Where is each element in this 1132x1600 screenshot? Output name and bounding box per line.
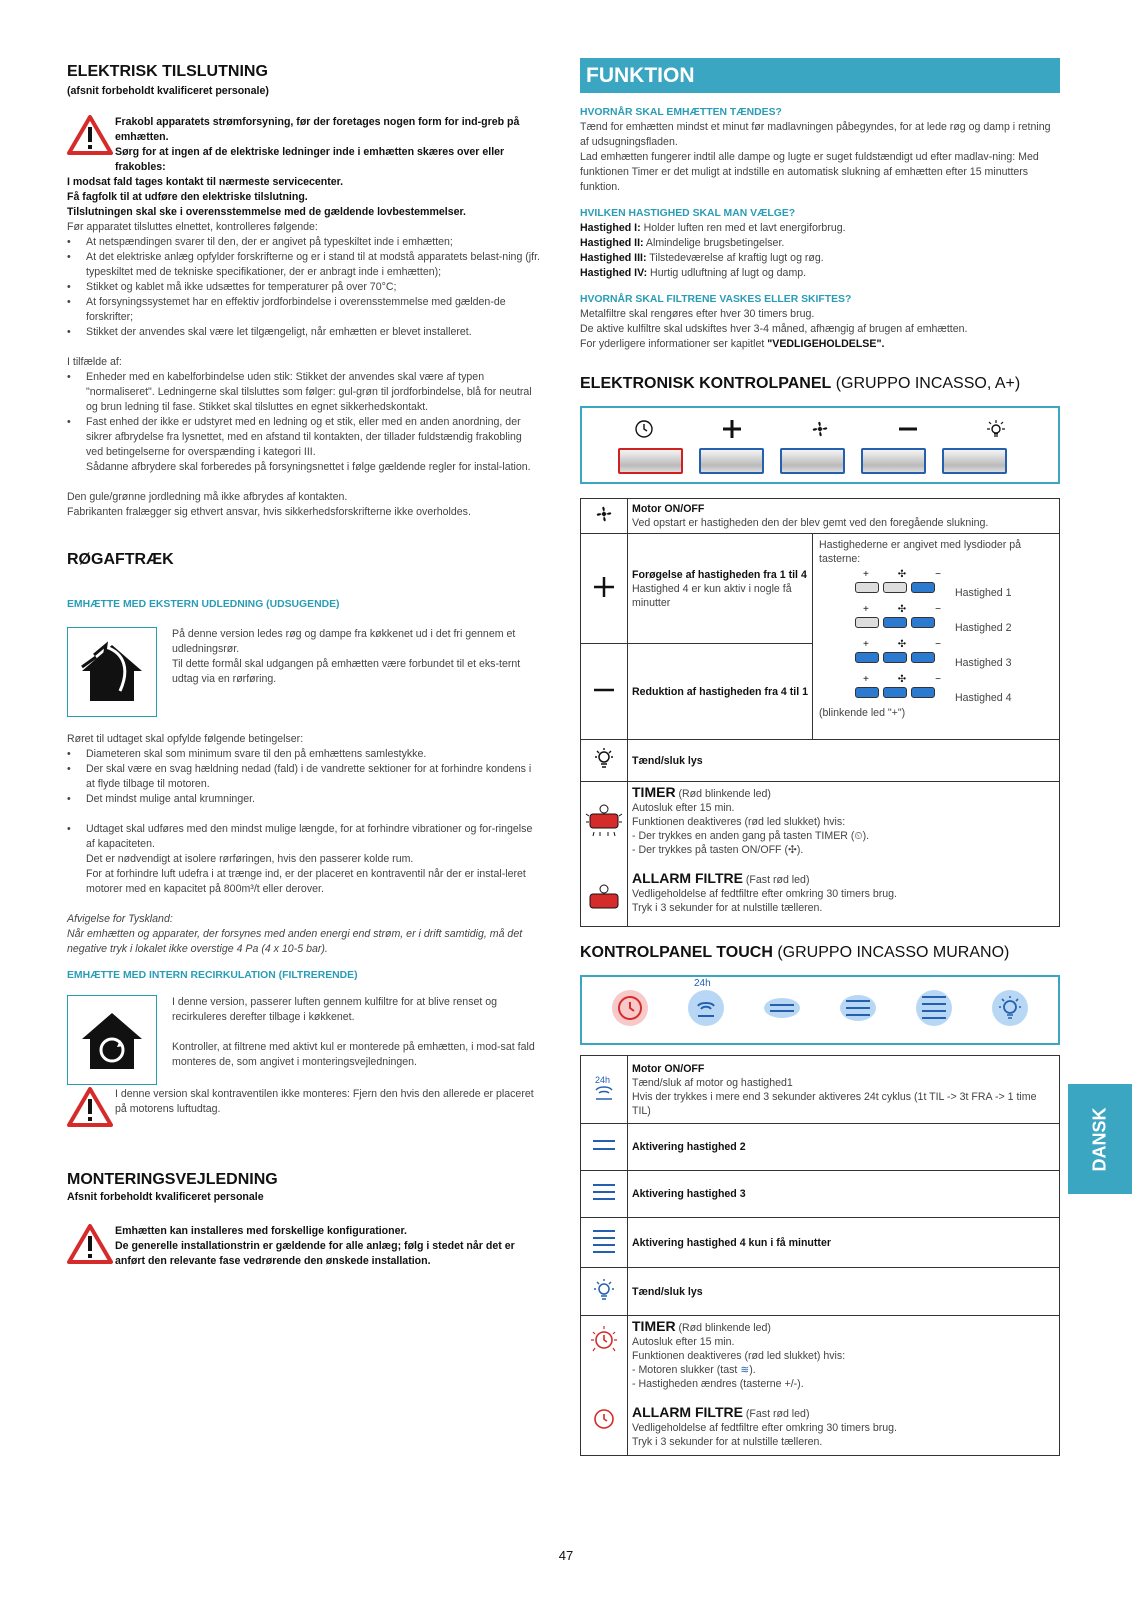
t2-alarm-l1: Vedligeholdelse af fedtfiltre efter omkring 30 timers brug. [632, 1422, 897, 1434]
list-item: • At det elektriske anlæg opfylder forskrifterne og er i stand til at modstå apparatets belast-ning (jfr. typeskiltet med de tekniske specifikationer, der er anbragt inde i emhætten); [67, 250, 541, 280]
t1-timer-l4: - Der trykkes på tasten ON/OFF ( [632, 844, 788, 856]
elektrisk-title: ELEKTRISK TILSLUTNING [67, 63, 268, 80]
list-item: • At netspændingen svarer til den, der er angivet på typeskiltet inde i emhætten; [67, 235, 541, 250]
table-row [581, 782, 1060, 927]
led-signs-1 [855, 570, 949, 580]
int-p3: I denne version skal kontraventilen ikke monteres: Fjern den hvis den allerede er placeret på motorens luftudtag. [115, 1088, 534, 1115]
t1-alarm-sub: (Fast rød led) [742, 874, 810, 886]
ext-p2: Til dette formål skal udgangen på emhætten være forbundet til et eks-ternt udtag via en rørføring. [172, 658, 521, 685]
a3c [580, 337, 1060, 352]
led-row-3 [855, 652, 939, 667]
left-column [67, 62, 541, 1269]
elektrisk-warning-1: Frakobl apparatets strømforsyning, før der foretages nogen form for ind-greb på emhætten. [115, 116, 520, 143]
t1-alarm-title: ALLARM FILTRE [632, 870, 743, 886]
list-item: • At forsyningssystemet har en effektiv jordforbindelse i overensstemmelse med gælden-de forskrifter; [67, 295, 541, 325]
montering-title: MONTERINGSVEJLEDNING [67, 1171, 278, 1188]
t1-timer-title: TIMER [632, 784, 676, 800]
t2-motor-l2: Hvis der trykkes i mere end 3 sekunder aktiveres 24t cyklus (1t TIL -> 3t FRA -> 1 time TIL) [632, 1090, 1037, 1117]
led-label-h2: Hastighed 2 [955, 622, 1012, 634]
t1-timer-l4b: ). [796, 844, 804, 856]
led-signs-2: + ✣ − [863, 604, 941, 615]
led-label-h3: Hastighed 3 [955, 657, 1012, 669]
speed2-icon [581, 1124, 628, 1171]
int-block [67, 995, 541, 1085]
speed-3-label: Hastighed III: [580, 252, 647, 264]
montering-subtitle: Afsnit forbeholdt kvalificeret personale [67, 1191, 264, 1203]
house-exhaust-icon [67, 627, 157, 717]
t1-led-intro: Hastighederne er angivet med lysdioder på tasterne: [819, 539, 1021, 565]
fan-icon: ✣ [788, 844, 797, 856]
t1-motor-text: Ved opstart er hastigheden den der blev gemt ved den foregående slukning. [632, 517, 989, 529]
elektrisk-bold-2: Få fagfolk til at udføre den elektriske tilslutning. [67, 191, 308, 203]
t1-plus-title: Forøgelse af hastigheden fra 1 til 4 [632, 568, 807, 581]
list-item: • Det mindst mulige antal krumninger. [67, 792, 541, 807]
electronic-panel [580, 406, 1060, 484]
minus-icon [581, 644, 628, 740]
table-row [581, 1124, 1060, 1171]
t2-light: Tænd/sluk lys [632, 1285, 703, 1298]
touch-24h-label: 24h [694, 977, 711, 989]
light-icon [581, 740, 628, 782]
led-row-2 [855, 617, 939, 632]
rog-title: RØGAFTRÆK [67, 551, 174, 568]
motor-24h-icon: ≋ [740, 1364, 750, 1376]
montering-warning-2: De generelle installationstrin er gældende for alle anlæg; følg i stedet når det er anført den relevante fase vedrørende den ønskede installation. [115, 1240, 515, 1267]
elektrisk-subtitle: (afsnit forbeholdt kvalificeret personale) [67, 85, 269, 97]
int-warning [67, 1087, 541, 1132]
alarm-filter-icon [589, 1406, 619, 1432]
ror-intro: Røret til udtaget skal opfylde følgende betingelser: [67, 733, 304, 745]
elektrisk-bold-3: Tilslutningen skal ske i overensstemmelse med de gældende lovbestemmelser. [67, 206, 466, 218]
ext-block [67, 627, 541, 717]
speed4-icon [581, 1218, 628, 1268]
led-legend-cell [813, 534, 1060, 740]
list-item: • Fast enhed der ikke er udstyret med en ledning og et stik, eller med en anden anordning, der sikrer afbrydelse fra lysnettet, med en afstand til kontakten, der tillader fuldstændig frakobling ved betingelserne for overspænding i kategori III. [67, 415, 541, 460]
right-column [580, 58, 1060, 1456]
list-item: • Stikket der anvendes skal være let tilgængeligt, når emhætten er blevet installeret. [67, 325, 541, 340]
timer-icon [633, 418, 655, 445]
list-item: • Udtaget skal udføres med den mindst mulige længde, for at forhindre vibrationer og for-ringelse af kapaciteten. [67, 822, 541, 852]
q2-heading: HVILKEN HASTIGHED SKAL MAN VÆLGE? [580, 208, 796, 219]
plus-button[interactable] [699, 448, 764, 474]
elektrisk-bullets [67, 235, 541, 340]
touch-timer-button[interactable] [610, 988, 650, 1033]
timer-alarm-icons [581, 1316, 628, 1456]
a3a: Metalfiltre skal rengøres efter hver 30 timers brug. [580, 308, 815, 320]
timer-button[interactable] [618, 448, 683, 474]
table-row [581, 1171, 1060, 1218]
speed-4-label: Hastighed IV: [580, 267, 648, 279]
q1-heading: HVORNÅR SKAL EMHÆTTEN TÆNDES? [580, 107, 782, 118]
table-row [581, 1056, 1060, 1124]
led-label-h1: Hastighed 1 [955, 587, 1012, 599]
ext-title: EMHÆTTE MED EKSTERN UDLEDNING (UDSUGENDE) [67, 599, 340, 610]
speed-2-text: Almindelige brugsbetingelser. [643, 237, 785, 249]
minus-button[interactable] [861, 448, 926, 474]
minus-sign: − [935, 569, 941, 580]
touch-speed3-button[interactable] [838, 988, 878, 1033]
t2-motor-l1: Tænd/sluk af motor og hastighed1 [632, 1076, 793, 1089]
speed-1-label: Hastighed I: [580, 222, 641, 234]
elektrisk-warning-2: Sørg for at ingen af de elektriske ledninger inde i emhætten skæres over eller frakobles: [115, 146, 505, 173]
elektrisk-end-1: Den gule/grønne jordledning må ikke afbrydes af kontakten. [67, 491, 348, 503]
page-number: 47 [558, 1548, 574, 1563]
speed-3-text: Tilstedeværelse af kraftig lugt og røg. [646, 252, 824, 264]
t2-motor-title: Motor ON/OFF [632, 1062, 705, 1075]
list-item: • Der skal være en svag hældning nedad (fald) i de vandrette sektioner for at forhindre kondens i at flyde tilbage til motoren. [67, 762, 541, 792]
speed-2-label: Hastighed II: [580, 237, 644, 249]
led-row-4 [855, 687, 939, 702]
list-item: • Enheder med en kabelforbindelse uden stik: Stikket der anvendes skal være af typen "normaliseret". Ledningerne skal tilsluttes som følger: gul-grøn til jordforbindelse, blå for neutral og brun ledning til fase. Stikket skal tilsluttes en egnet sikkerhedskontakt. [67, 370, 541, 415]
panel1-table [580, 498, 1060, 927]
language-tab [1068, 1084, 1132, 1194]
udtag-p1: Det er nødvendigt at isolere rørføringen, hvis den passerer kolde rum. [86, 853, 414, 865]
led-signs-4: + ✣ − [863, 674, 941, 685]
int-title: EMHÆTTE MED INTERN RECIRKULATION (FILTRERENDE) [67, 970, 358, 981]
speed-4-text: Hurtig udluftning af lugt og damp. [647, 267, 807, 279]
timer-icon: ⏲ [854, 830, 863, 842]
timer-alarm-icons [581, 782, 628, 927]
montering-warning-1: Emhætten kan installeres med forskellige konfigurationer. [115, 1225, 407, 1237]
t2-timer-sub: (Rød blinkende led) [675, 1322, 771, 1334]
a1b: Lad emhætten fungerer indtil alle dampe og lugte er suget fuldstændigt ud efter madlav-ning: Med funktionen Timer er det muligt at indstille en automatisk slukning af emhætten efter 15 minutters funktion. [580, 151, 1039, 193]
led-label-h4: Hastighed 4 [955, 692, 1012, 704]
table-row [581, 740, 1060, 782]
light-icon [581, 1268, 628, 1316]
timer-blink-icon [589, 1324, 619, 1354]
led-blink-note: (blinkende led "+") [819, 707, 906, 719]
panel1-title-main: ELEKTRONISK KONTROLPANEL [580, 375, 832, 392]
t1-timer-l3b: ). [862, 830, 870, 842]
warning-icon [67, 1087, 115, 1132]
t2-timer-title: TIMER [632, 1318, 676, 1334]
t1-timer-sub: (Rød blinkende led) [675, 788, 771, 800]
touch-speed4-button[interactable] [914, 988, 954, 1033]
a3b: De aktive kulfiltre skal udskiftes hver 3-4 måned, afhængig af brugen af emhætten. [580, 323, 968, 335]
t1-plus-text: Hastighed 4 er kun aktiv i nogle få minutter [632, 582, 792, 609]
alarm-filter-icon [584, 882, 624, 910]
t2-timer-l4: - Hastigheden ændres (tasterne +/-). [632, 1378, 804, 1390]
t2-alarm-sub: (Fast rød led) [742, 1408, 810, 1420]
elektrisk-intro: Før apparatet tilsluttes elnettet, kontrolleres følgende: [67, 221, 318, 233]
warning-icon [67, 115, 115, 175]
panel1-title-sub: (GRUPPO INCASSO, A+) [831, 375, 1021, 392]
t1-alarm-l2: Tryk i 3 sekunder for at nulstille tælleren. [632, 902, 823, 914]
int-p2: Kontroller, at filtrene med aktivt kul er monterede på emhætten, i mod-sat fald monteres de, som angivet i monteringsvejledningen. [172, 1041, 535, 1068]
plus-icon [721, 418, 743, 445]
t1-timer-l3: - Der trykkes en anden gang på tasten TIMER ( [632, 830, 855, 842]
t2-timer-l3: - Motoren slukker (tast [632, 1364, 741, 1376]
light-button[interactable] [942, 448, 1007, 474]
speed-1 [580, 221, 1060, 236]
ext-p1: På denne version ledes røg og dampe fra køkkenet ud i det fri gennem et udledningsrør. [172, 628, 516, 655]
fan-icon [809, 418, 831, 445]
t2-timer-l1: Autosluk efter 15 min. [632, 1336, 735, 1348]
elektrisk-end-2: Fabrikanten fralægger sig ethvert ansvar, hvis sikkerhedsforskrifterne ikke overholdes. [67, 506, 471, 518]
fan-icon [581, 499, 628, 534]
speed-1-text: Holder luften ren med et lavt energiforbrug. [640, 222, 846, 234]
t2-s4: Aktivering hastighed 4 kun i få minutter [632, 1236, 831, 1249]
t1-motor-title: Motor ON/OFF [632, 503, 705, 515]
int-p1: I denne version, passerer luften gennem kulfiltre for at blive renset og recirkuleres derefter tilbage i køkkenet. [172, 996, 498, 1023]
speed-4 [580, 266, 1060, 281]
t2-timer-l3b: ). [749, 1364, 756, 1376]
panel2-title-sub: (GRUPPO INCASSO MURANO) [772, 944, 1010, 961]
table-row [581, 1218, 1060, 1268]
t1-timer-l1: Autosluk efter 15 min. [632, 802, 735, 814]
elektrisk-bold-1: I modsat fald tages kontakt til nærmeste servicecenter. [67, 176, 344, 188]
udtag-bullets [67, 822, 541, 852]
plus-icon [581, 534, 628, 644]
elektrisk-warning [67, 115, 541, 175]
motor-24h-icon [581, 1056, 628, 1124]
warning-icon [67, 1224, 115, 1269]
q3-heading: HVORNÅR SKAL FILTRENE VASKES ELLER SKIFTES? [580, 294, 852, 305]
led-row-1 [855, 582, 939, 597]
tilfaelde-extra: Sådanne afbrydere skal forberedes på forsyningsnettet i følge gældende regler for instal-lation. [86, 461, 531, 473]
touch-speed2-button[interactable] [762, 988, 802, 1033]
t2-s3: Aktivering hastighed 3 [632, 1188, 746, 1200]
led-signs-3: + ✣ − [863, 639, 941, 650]
speed3-icon [581, 1171, 628, 1218]
a3c-text: For yderligere informationer ser kapitlet [580, 338, 768, 350]
minus-icon [897, 418, 919, 445]
panel2-title-main: KONTROLPANEL TOUCH [580, 944, 773, 961]
udtag-p2: For at forhindre luft udefra i at trænge ind, er der placeret en kontraventil når der er instal-leret motorer med en kapacitet på 800m³/t eller derover. [86, 868, 526, 895]
table-row [581, 499, 1060, 534]
tysk-title: Afvigelse for Tyskland: [67, 913, 173, 925]
t1-light: Tænd/sluk lys [632, 754, 703, 767]
plus-sign: + [863, 569, 869, 580]
house-recirculation-icon [67, 995, 157, 1085]
a3c-bold: "VEDLIGEHOLDELSE". [767, 338, 885, 350]
table-row [581, 1316, 1060, 1456]
tilfaelde-bullets [67, 370, 541, 460]
table-row [581, 1268, 1060, 1316]
t1-alarm-l1: Vedligeholdelse af fedtfiltre efter omkring 30 timers brug. [632, 888, 897, 900]
list-item: • Diameteren skal som minimum svare til den på emhættens samlestykke. [67, 747, 541, 762]
t2-timer-l2: Funktionen deaktiveres (rød led slukket) hvis: [632, 1350, 846, 1362]
t2-s2: Aktivering hastighed 2 [632, 1141, 746, 1153]
speed-2 [580, 236, 1060, 251]
montering-warning [67, 1224, 541, 1269]
svg-text:24h: 24h [595, 1074, 611, 1085]
panel2-table [580, 1055, 1060, 1456]
tilfaelde-text: I tilfælde af: [67, 356, 122, 368]
timer-blink-icon [584, 802, 624, 838]
funktion-banner: FUNKTION [580, 58, 1060, 93]
a1a: Tænd for emhætten mindst et minut før madlavningen påbegyndes, for at lede røg og damp i retning af udsugningsfladen. [580, 121, 1051, 148]
touch-panel [580, 975, 1060, 1045]
fan-button[interactable] [780, 448, 845, 474]
t1-timer-l2: Funktionen deaktiveres (rød led slukket) hvis: [632, 816, 846, 828]
led-diagram [819, 566, 1053, 719]
panel1-title [580, 374, 1060, 394]
list-item: • Stikket og kablet må ikke udsættes for temperaturer på over 70°C; [67, 280, 541, 295]
panel2-title [580, 943, 1060, 963]
t1-minus-title: Reduktion af hastigheden fra 4 til 1 [632, 685, 809, 698]
fan-sign: ✣ [897, 569, 907, 580]
table-row [581, 534, 1060, 644]
ror-bullets [67, 747, 541, 807]
touch-motor-button[interactable] [686, 977, 726, 1033]
t2-alarm-l2: Tryk i 3 sekunder for at nulstille tælleren. [632, 1436, 823, 1448]
light-icon [985, 418, 1007, 445]
language-tab-label: DANSK [1089, 1106, 1110, 1172]
tysk-text: Når emhætten og apparater, der forsynes med anden energi end strøm, er i drift samtidig, må det negative tryk i lokalet ikke overstige 4 Pa (4 x 10-5 bar). [67, 928, 523, 955]
touch-light-button[interactable] [990, 988, 1030, 1033]
t2-alarm-title: ALLARM FILTRE [632, 1404, 743, 1420]
speed-3 [580, 251, 1060, 266]
